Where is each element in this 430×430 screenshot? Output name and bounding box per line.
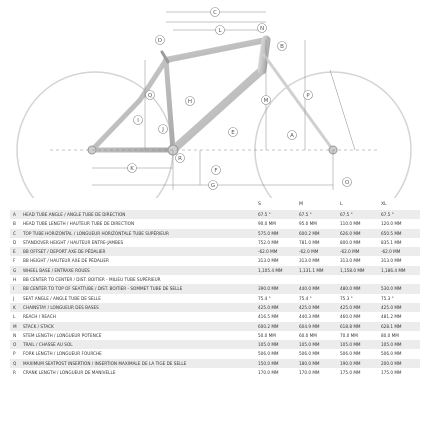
row-value: 628.1 MM xyxy=(381,323,402,329)
row-value: -62.0 MM xyxy=(258,249,278,255)
row-value: 105.0 MM xyxy=(299,342,320,348)
table-row xyxy=(10,238,420,247)
row-code: O xyxy=(13,342,17,348)
row-value: 626.0 MM xyxy=(340,230,361,236)
row-value: 80.0 MM xyxy=(381,332,399,338)
row-code: N xyxy=(13,332,17,338)
table-row xyxy=(10,219,420,228)
marker-c xyxy=(211,8,220,17)
row-value: 75.3 ° xyxy=(381,295,394,301)
svg-text:N: N xyxy=(259,26,265,32)
row-value: 105.0 MM xyxy=(381,342,402,348)
row-value: 781.0 MM xyxy=(299,239,320,245)
row-value: 650.5 MM xyxy=(381,230,402,236)
marker-r xyxy=(176,154,185,163)
row-name: CRANK LENGTH / LONGUEUR DE MANIVELLE xyxy=(23,370,116,376)
frame xyxy=(92,40,333,150)
svg-text:H: H xyxy=(187,99,193,105)
row-name: CHAINSTAY / LONGUEUR DES BASES xyxy=(23,304,99,310)
row-code: K xyxy=(13,304,16,310)
row-value: 70.0 MM xyxy=(340,332,358,338)
row-value: 75.4 ° xyxy=(258,295,271,301)
row-value: 105.0 MM xyxy=(258,342,279,348)
row-value: 313.0 MM xyxy=(340,258,361,264)
row-value: 313.0 MM xyxy=(299,258,320,264)
row-value: 506.0 MM xyxy=(381,351,402,357)
marker-m xyxy=(262,96,271,105)
row-code: J xyxy=(13,295,15,301)
svg-text:G: G xyxy=(210,183,216,189)
row-value: 60.0 MM xyxy=(299,332,317,338)
row-value: 67.5 ° xyxy=(340,212,353,217)
table-row xyxy=(10,303,420,312)
table-row xyxy=(10,340,420,349)
row-value: 313.0 MM xyxy=(381,258,402,264)
row-name: MAXIMUM SEATPOST INSERTION / INSERTION MAXIMALE DE LA TIGE DE SELLE xyxy=(23,360,187,366)
marker-e xyxy=(229,128,238,137)
table-row xyxy=(10,312,420,321)
row-value: 600.2 MM xyxy=(299,230,320,236)
row-code: R xyxy=(13,370,16,376)
marker-labels xyxy=(128,8,352,190)
table-row xyxy=(10,284,420,293)
svg-text:B: B xyxy=(280,44,284,50)
row-value: 170.0 MM xyxy=(299,370,320,376)
row-value: 618.8 MM xyxy=(340,323,361,329)
row-value: 120.0 MM xyxy=(381,221,402,227)
row-code: Q xyxy=(13,360,17,366)
row-value: 150.0 MM xyxy=(258,360,279,366)
row-value: 440.3 MM xyxy=(299,314,320,320)
svg-text:E: E xyxy=(231,130,235,136)
row-value: 90.0 MM xyxy=(258,221,276,227)
size-s-header: S xyxy=(258,202,261,207)
row-value: 425.0 MM xyxy=(299,304,320,310)
size-header-row xyxy=(10,202,420,210)
row-value: -62.0 MM xyxy=(340,249,360,255)
marker-k xyxy=(128,164,137,173)
bike-geometry-diagram xyxy=(0,0,430,198)
marker-f xyxy=(212,166,221,175)
row-value: 416.5 MM xyxy=(258,314,279,320)
row-name: WHEEL BASE / ENTRAXE ROUES xyxy=(23,267,90,273)
row-value: 440.0 MM xyxy=(299,286,320,292)
row-value: 530.0 MM xyxy=(381,286,402,292)
table-row xyxy=(10,331,420,340)
marker-a xyxy=(288,131,297,140)
marker-o xyxy=(343,178,352,187)
row-value: 75.4 ° xyxy=(299,295,312,301)
marker-g xyxy=(209,181,218,190)
marker-p xyxy=(304,91,313,100)
row-code: D xyxy=(13,239,17,245)
table-row xyxy=(10,266,420,275)
row-value: 110.0 MM xyxy=(340,221,361,227)
table-row xyxy=(10,256,420,265)
row-value: 506.0 MM xyxy=(299,351,320,357)
row-name: HEAD TUBE LENGTH / HAUTEUR TUBE DE DIRECTION xyxy=(23,221,135,227)
svg-text:D: D xyxy=(157,38,163,44)
row-value: 175.0 MM xyxy=(381,370,402,376)
row-code: C xyxy=(13,230,16,236)
table-row xyxy=(10,210,420,219)
row-value: -62.0 MM xyxy=(299,249,319,255)
row-value: -62.0 MM xyxy=(381,249,401,255)
svg-text:J: J xyxy=(162,127,164,133)
row-code: H xyxy=(13,277,17,283)
svg-text:R: R xyxy=(178,156,182,162)
row-value: 460.0 MM xyxy=(340,314,361,320)
table-row xyxy=(10,359,420,368)
row-code: L xyxy=(13,314,16,320)
table-row xyxy=(10,294,420,303)
size-xl-header: XL xyxy=(381,202,387,207)
row-name: STANDOVER HEIGHT / HAUTEUR ENTRE-JAMBES xyxy=(23,239,124,245)
marker-n xyxy=(258,24,267,33)
svg-text:C: C xyxy=(213,10,217,16)
table-row xyxy=(10,247,420,256)
row-name: FORK LENGTH / LONGUEUR FOURCHE xyxy=(23,351,102,357)
row-value: 425.0 MM xyxy=(381,304,402,310)
table-row xyxy=(10,229,420,238)
row-name: TOP TUBE HORIZONTAL / LONGUEUR HORIZONTALE TUBE SUPÉRIEUR xyxy=(23,230,169,236)
row-code: F xyxy=(13,258,16,264)
dimension-lines xyxy=(50,12,380,190)
row-value: 752.0 MM xyxy=(258,239,279,245)
row-value: 575.0 MM xyxy=(258,230,279,236)
row-value: 67.5 ° xyxy=(258,212,271,217)
row-value: 480.0 MM xyxy=(340,286,361,292)
row-value: 75.3 ° xyxy=(340,295,353,301)
geometry-table xyxy=(10,202,420,377)
row-value: 425.0 MM xyxy=(340,304,361,310)
row-value: 105.0 MM xyxy=(340,342,361,348)
row-value: 67.5 ° xyxy=(381,212,394,217)
row-name: BB HEIGHT / HAUTEUR AXE DE PÉDALIER xyxy=(23,258,109,264)
row-value: 1,131.1 MM xyxy=(299,267,324,273)
svg-text:F: F xyxy=(214,168,218,174)
svg-text:Q: Q xyxy=(147,93,153,99)
row-value: 67.5 ° xyxy=(299,212,312,217)
row-name: BB OFFSET / DEPORT AXE DE PÉDALIER xyxy=(23,249,106,255)
size-l-header: L xyxy=(340,202,343,207)
row-code: G xyxy=(13,267,17,273)
svg-text:L: L xyxy=(218,28,222,34)
row-value: 835.1 MM xyxy=(381,239,402,245)
row-name: BB CENTER TO CENTER / DIST. BOITIER - MILIEU TUBE SUPÉRIEUR xyxy=(23,277,161,283)
row-name: REACH / REACH xyxy=(23,314,56,320)
row-value: 425.0 MM xyxy=(258,304,279,310)
marker-l xyxy=(216,26,225,35)
row-name: TRAIL / CHASSE AU SOL xyxy=(23,342,73,348)
marker-i xyxy=(134,116,143,125)
row-value: 506.0 MM xyxy=(340,351,361,357)
table-row xyxy=(10,349,420,358)
row-code: I xyxy=(13,286,15,292)
svg-text:O: O xyxy=(344,180,350,186)
marker-h xyxy=(186,97,195,106)
row-value: 1,158.0 MM xyxy=(340,267,365,273)
row-value: 200.0 MM xyxy=(381,360,402,366)
row-value: 190.0 MM xyxy=(340,360,361,366)
row-value: 180.0 MM xyxy=(299,360,320,366)
row-value: 50.0 MM xyxy=(258,332,276,338)
row-code: B xyxy=(13,221,16,227)
row-code: P xyxy=(13,351,16,357)
row-value: 481.2 MM xyxy=(381,314,402,320)
table-row xyxy=(10,275,420,284)
svg-text:A: A xyxy=(290,133,294,139)
size-m-header: M xyxy=(299,202,303,207)
row-value: 175.0 MM xyxy=(340,370,361,376)
marker-q xyxy=(146,91,155,100)
row-name: SEAT ANGLE / ANGLE TUBE DE SELLE xyxy=(23,295,101,301)
row-value: 170.0 MM xyxy=(258,370,279,376)
row-value: 604.9 MM xyxy=(299,323,320,329)
marker-d xyxy=(156,36,165,45)
row-value: 1,105.4 MM xyxy=(258,267,283,273)
row-value: 95.0 MM xyxy=(299,221,317,227)
row-value: 600.2 MM xyxy=(258,323,279,329)
row-value: 1,186.4 MM xyxy=(381,267,406,273)
row-name: STEM LENGTH / LONGUEUR POTENCE xyxy=(23,332,102,338)
row-name: HEAD TUBE ANGLE / ANGLE TUBE DE DIRECTION xyxy=(23,212,126,217)
row-value: 800.0 MM xyxy=(340,239,361,245)
table-row xyxy=(10,322,420,331)
row-code: A xyxy=(13,212,16,217)
row-code: E xyxy=(13,249,16,255)
row-code: M xyxy=(13,323,17,329)
marker-b xyxy=(278,42,287,51)
row-name: STACK / STACK xyxy=(23,323,54,329)
marker-j xyxy=(159,125,168,134)
table-row xyxy=(10,368,420,377)
svg-text:M: M xyxy=(263,98,269,104)
svg-text:K: K xyxy=(130,166,134,172)
svg-text:P: P xyxy=(306,93,310,99)
row-value: 390.0 MM xyxy=(258,286,279,292)
row-value: 506.0 MM xyxy=(258,351,279,357)
svg-text:I: I xyxy=(137,118,139,124)
row-value: 313.0 MM xyxy=(258,258,279,264)
row-name: BB CENTER TO TOP OF SEATTUBE / DIST. BOITIER - SOMMET TUBE DE SELLE xyxy=(23,286,183,292)
